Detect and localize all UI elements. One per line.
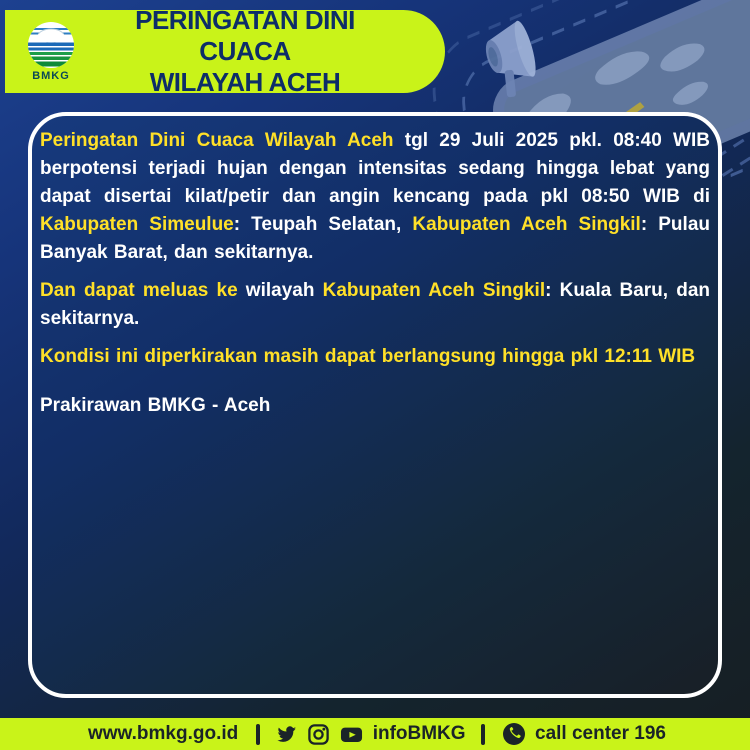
warning-panel (28, 112, 722, 698)
poster-title (89, 5, 445, 98)
phone-icon (502, 722, 526, 746)
footer-separator (481, 724, 485, 745)
instagram-icon (307, 723, 330, 746)
social-media-group (256, 723, 485, 746)
warning-paragraph-3: Kondisi ini diperkirakan masih dapat berlangsung hingga pkl 12:11 WIB (40, 346, 696, 367)
website-text: www.bmkg.go.id (88, 723, 239, 744)
call-center-text: call center 196 (535, 723, 666, 744)
bmkg-logo-label: BMKG (32, 70, 70, 82)
youtube-icon (339, 723, 364, 746)
header-banner (5, 5, 445, 97)
title-line-2: WILAYAH ACEH (149, 67, 341, 97)
warning-paragraph-1: Peringatan Dini Cuaca Wilayah Aceh tgl 29 Juli 2025 pkl. 08:40 WIB berpotensi terjadi hujan dengan intensitas sedang hingga lebat yang dapat disertai kilat/petir dan angin kencang pada pkl 08:50 WIB di Kabupaten Simeulue: Teupah Selatan, Kabupaten Aceh Singkil: Pulau Banyak Barat, dan sekitarnya. (40, 130, 710, 263)
twitter-icon (275, 723, 298, 746)
call-center-group (502, 722, 666, 746)
social-handle-text: infoBMKG (372, 723, 466, 744)
forecaster-signature: Prakirawan BMKG - Aceh (40, 395, 271, 416)
footer-bar (0, 718, 750, 750)
title-line-1: PERINGATAN DINI CUACA (135, 5, 355, 66)
footer-separator (256, 724, 260, 745)
bmkg-logo-icon (27, 21, 75, 69)
bmkg-logo (13, 21, 89, 82)
warning-paragraph-2: Dan dapat meluas ke wilayah Kabupaten Aceh Singkil: Kuala Baru, dan sekitarnya. (40, 280, 710, 329)
